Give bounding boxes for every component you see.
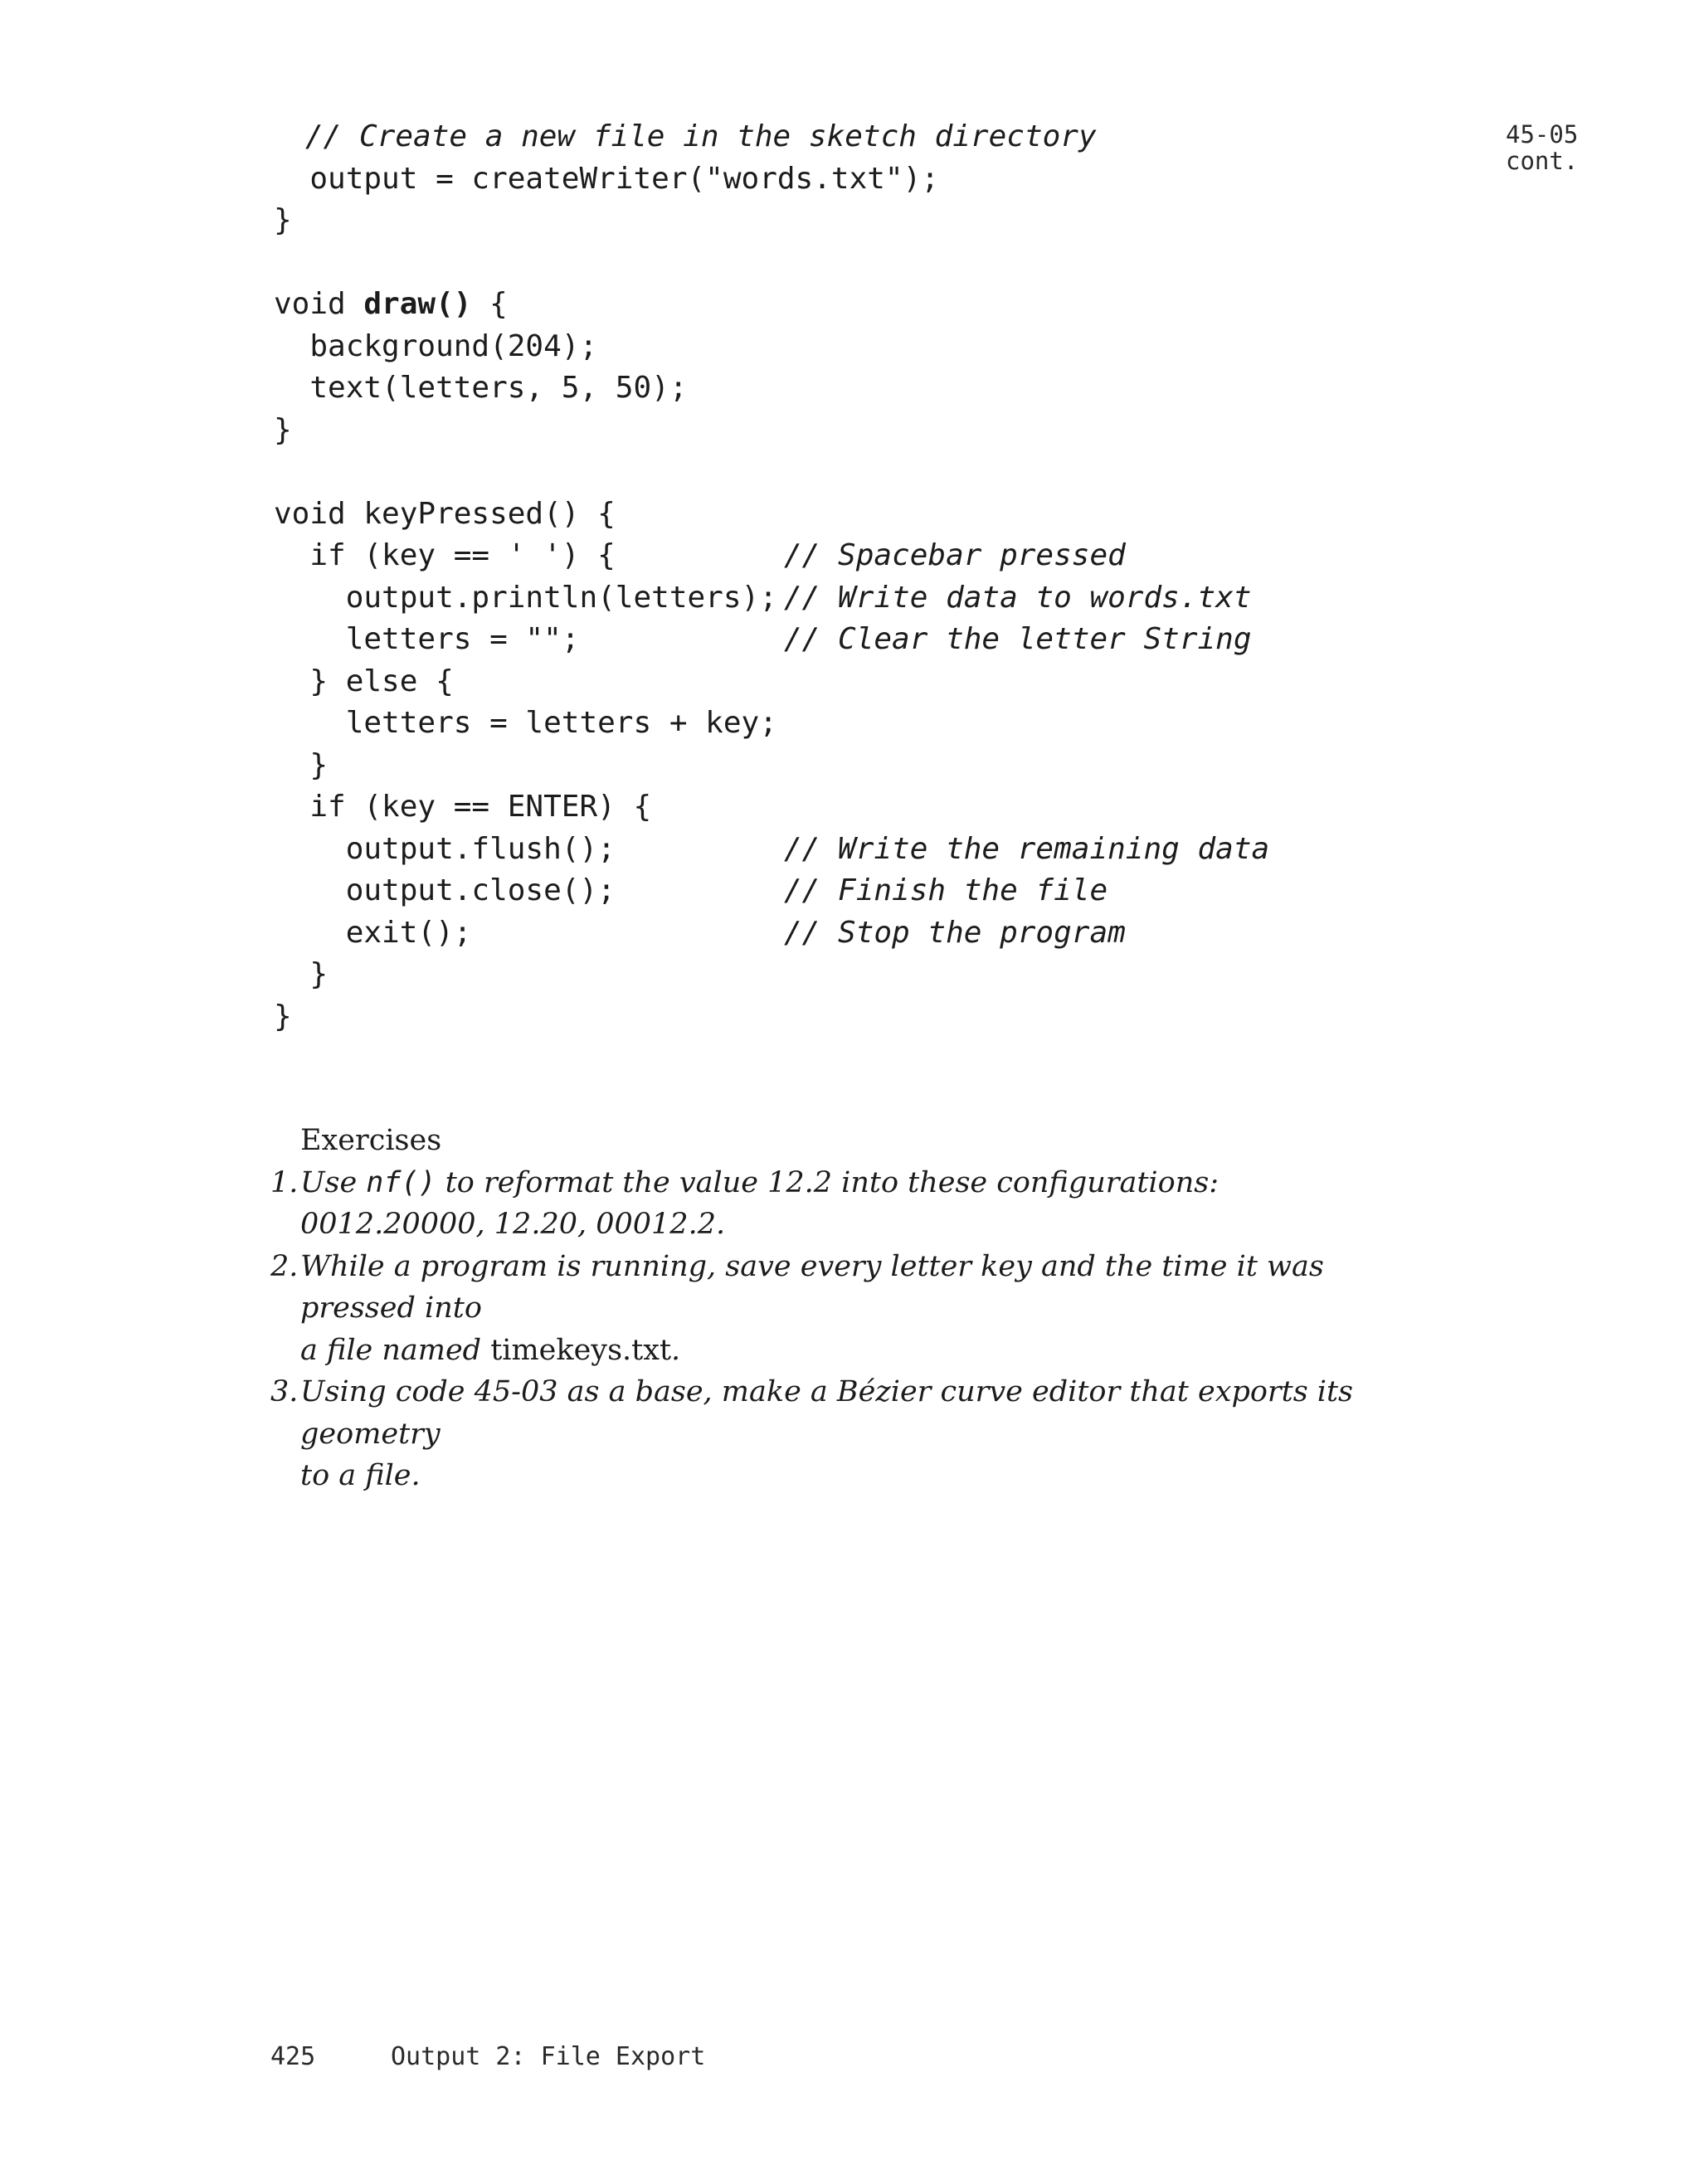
continued-label: cont. (1506, 147, 1579, 175)
inline-code: nf() (366, 1165, 436, 1199)
code-line-16: } (274, 747, 329, 782)
exercises-section (270, 1120, 1432, 1497)
exercises-heading: Exercises (300, 1124, 442, 1157)
filename: timekeys.txt (490, 1333, 672, 1367)
exercise-item-3: 3. Using code 45-03 as a base, make a Bézier curve editor that exports its geometry to a file. (270, 1371, 1432, 1497)
code-comment: // Write data to words.txt (784, 580, 1252, 615)
code-line-blank (274, 451, 939, 494)
code-line-21: } (274, 957, 329, 991)
exercise-item-1: 1. Use nf() to reformat the value 12.2 into these configurations: 0012.20000, 12.20, 00012.2. (270, 1162, 1432, 1246)
code-line-1 (274, 116, 1097, 158)
code-line-13: letters = ""; // Clear the letter String (274, 619, 939, 661)
code-reference-label (1506, 121, 1578, 174)
exercise-number: 3. (270, 1375, 299, 1408)
code-line-blank (274, 242, 939, 285)
code-comment: // Stop the program (784, 915, 1126, 950)
code-line-14: } else { (274, 664, 454, 698)
code-line-22: } (274, 999, 292, 1034)
code-line-15: letters = letters + key; (274, 706, 777, 740)
code-line-10: void keyPressed() { (274, 496, 616, 531)
code-comment: // Write the remaining data (784, 831, 1270, 866)
code-line-2: output = createWriter("words.txt"); (274, 161, 939, 196)
code-line-18: output.flush(); // Write the remaining data (274, 829, 939, 871)
code-number: 45-05 (1506, 120, 1579, 148)
code-line-7: text(letters, 5, 50); (274, 371, 688, 405)
code-listing (274, 116, 1270, 1038)
code-line-17: if (key == ENTER) { (274, 790, 652, 824)
code-line-3: } (274, 203, 292, 237)
code-line-11: if (key == ' ') { // Spacebar pressed (274, 535, 939, 577)
code-line-5: void draw() { (274, 287, 508, 321)
code-line-12: output.println(letters); // Write data to words.txt (274, 577, 939, 620)
function-name-draw: draw() (363, 287, 472, 321)
section-title: Output 2: File Export (391, 2042, 706, 2071)
code-line-19: output.close(); // Finish the file (274, 870, 939, 912)
code-comment: // Create a new file in the sketch directory (305, 119, 1097, 153)
exercise-number: 2. (270, 1249, 299, 1283)
code-line-6: background(204); (274, 328, 598, 363)
code-line-8: } (274, 412, 292, 447)
code-comment: // Finish the file (784, 873, 1108, 907)
code-line-20: exit(); // Stop the program (274, 912, 939, 955)
exercise-item-2: 2. While a program is running, save every letter key and the time it was pressed into a file named timekeys.txt. (270, 1246, 1432, 1372)
code-comment: // Clear the letter String (784, 622, 1252, 656)
code-comment: // Spacebar pressed (784, 538, 1126, 572)
page-number: 425 (270, 2042, 316, 2071)
exercise-number: 1. (270, 1165, 299, 1199)
